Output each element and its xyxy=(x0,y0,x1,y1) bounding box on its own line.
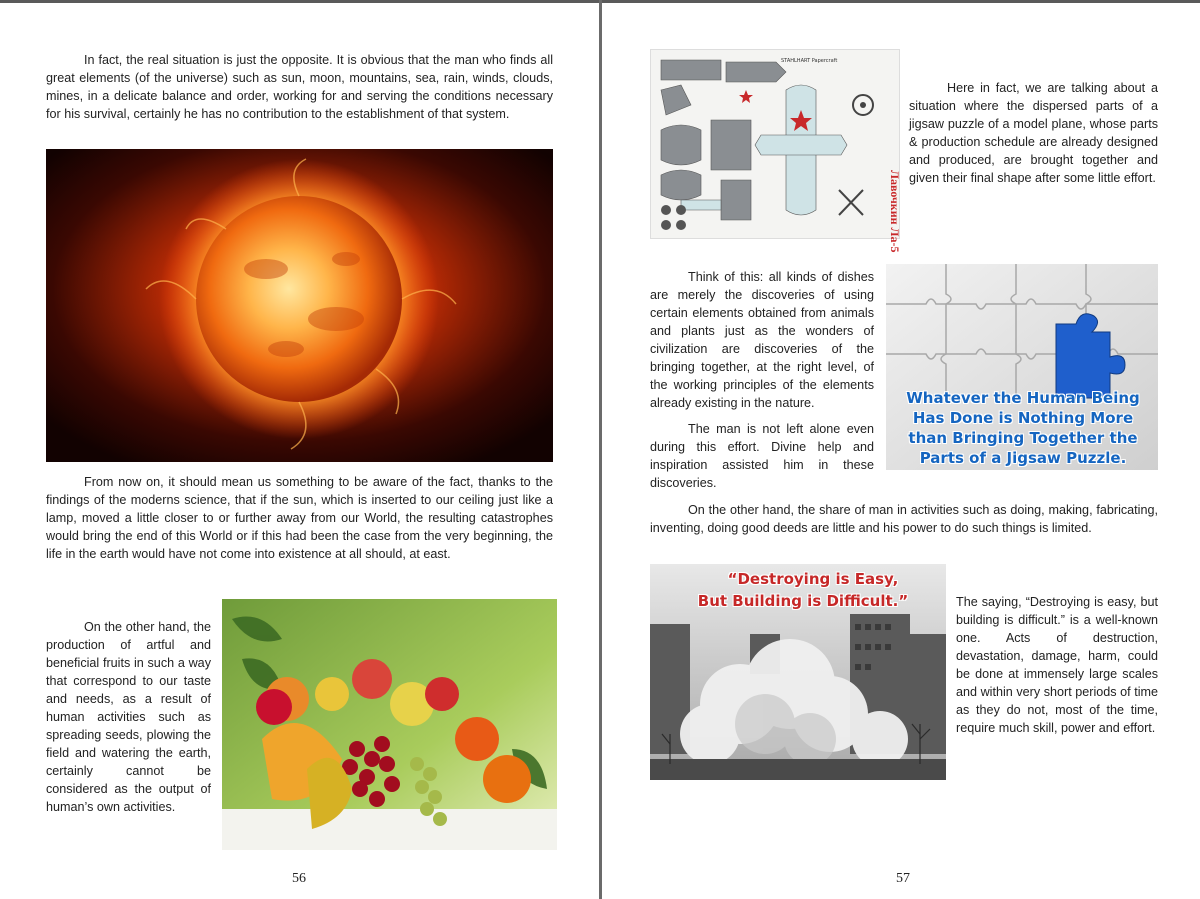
model-brand-label: STAHLHART Papercraft xyxy=(781,58,838,64)
left-paragraph-2: From now on, it should mean us something to be aware of the fact, thanks to the findings of the moderns science, that if the sun, which is inserted to our ceiling just like a lamp, moved a little closer to or further away from our World, the resulting catastrophes would bring the end of this World or if this had been the case from the very beginning, the life in the earth would have not come into existence at all should, at east. xyxy=(46,475,553,561)
destroy-caption-line-2: But Building is Difficult.” xyxy=(697,592,909,610)
right-paragraph-4: On the other hand, the share of man in activities such as doing, making, fabricating, inventing, doing good deeds are little and his power to do such things is limited. xyxy=(650,503,1158,535)
puzzle-caption-line-3: than Bringing Together the xyxy=(908,429,1138,447)
jigsaw-puzzle-image xyxy=(886,264,1158,470)
puzzle-caption-line-1: Whatever the Human Being xyxy=(906,389,1140,407)
left-paragraph-1: In fact, the real situation is just the opposite. It is obvious that the man who finds all great elements (of the universe) such as sun, moon, mountains, sea, rain, winds, clouds, mines, in a delicate balance and order, working for and serving the conditions necessary for his survival, certainly he has no contribution to the establishment of that system. xyxy=(46,53,553,121)
puzzle-caption xyxy=(898,388,1148,468)
left-paragraph-3: On the other hand, the production of artful and beneficial fruits in such a way that correspond to our taste and needs, as a result of human activities such as spreading seeds, plowing the field and watering the earth, certainly cannot be considered as the output of human’s own activities. xyxy=(46,620,211,814)
right-page xyxy=(602,0,1200,899)
model-plane-papercraft-image xyxy=(650,49,902,253)
right-paragraph-5: The saying, “Destroying is easy, but building is difficult.” is a well-known one. Acts of destruction, devastation, damage, harm, could be done at immensely large scales and within very short periods of time as they do not, most of the time, require much skill, power and effort. xyxy=(956,595,1158,735)
left-page xyxy=(0,0,599,899)
model-name-label: Лавочкин Ла-5 xyxy=(888,170,902,253)
right-paragraph-2: Think of this: all kinds of dishes are merely the discoveries of using certain elements obtained from animals and plants just as the wonders of civilization are discoveries of the bringing together, at the right level, of the working principles of the elements already existing in the nature. xyxy=(650,270,874,410)
right-paragraph-3: The man is not left alone even during this effort. Divine help and inspiration assisted him in these discoveries. xyxy=(650,422,874,490)
building-demolition-image xyxy=(650,564,946,780)
fruits-image xyxy=(222,599,557,850)
destroy-caption-line-1: “Destroying is Easy, xyxy=(727,570,899,588)
puzzle-caption-line-4: Parts of a Jigsaw Puzzle. xyxy=(919,449,1127,467)
right-paragraph-1: Here in fact, we are talking about a situation where the dispersed parts of a jigsaw puzzle of a model plane, whose parts & production schedule are already designed and produced, are brought together and given their final shape after some little effort. xyxy=(909,81,1158,185)
left-page-number: 56 xyxy=(292,871,306,886)
right-page-number: 57 xyxy=(896,871,910,886)
sun-image xyxy=(46,149,553,462)
puzzle-caption-line-2: Has Done is Nothing More xyxy=(912,409,1134,427)
destroy-caption xyxy=(650,568,946,612)
